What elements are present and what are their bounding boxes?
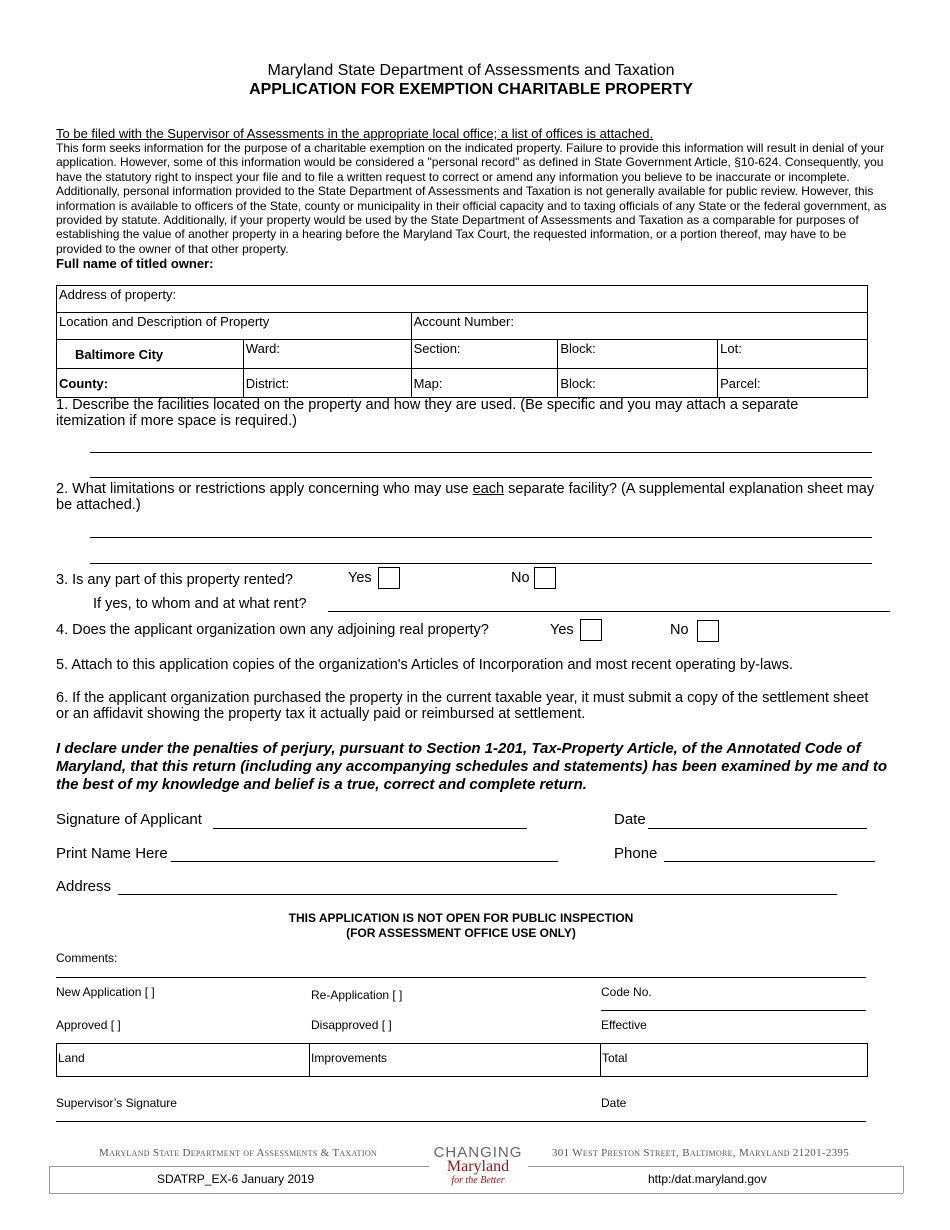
logo-for-the-better: for the Better (451, 1175, 505, 1186)
lot-field[interactable] (718, 340, 868, 369)
q2-answer-line-1[interactable] (90, 537, 872, 538)
parcel-label: Parcel: (720, 375, 761, 391)
q4-yes-checkbox[interactable] (580, 619, 602, 641)
form-id: SDATRP_EX-6 January 2019 (157, 1172, 315, 1186)
q3-yes-checkbox[interactable] (378, 567, 400, 589)
q4-no-label: No (670, 622, 689, 638)
q3-rent-answer-line[interactable] (328, 611, 890, 612)
location-description-field[interactable] (57, 313, 412, 340)
total-field[interactable]: Total (602, 1051, 628, 1065)
account-number-label: Account Number: (413, 314, 514, 329)
district-label: District: (245, 375, 290, 391)
office-use-only-notice: (FOR ASSESSMENT OFFICE USE ONLY) (346, 926, 576, 940)
question-3: 3. Is any part of this property rented? (56, 572, 293, 588)
question-1: 1. Describe the facilities located on the property and how they are used. (Be specific and you may attach a separate itemization if more space is required.) (56, 397, 799, 429)
improvements-field[interactable]: Improvements (311, 1051, 388, 1065)
question-2 (56, 481, 876, 513)
agency-heading: Maryland State Department of Assessments and Taxation (267, 62, 675, 79)
q3-yes-label: Yes (348, 570, 372, 586)
changing-maryland-logo (428, 1146, 528, 1188)
footer-rule-vleft (49, 1166, 50, 1193)
valuation-divider-1 (309, 1043, 310, 1077)
phone-label: Phone (614, 845, 658, 862)
block2-label: Block: (560, 375, 596, 391)
property-info-table (56, 285, 868, 398)
footer-rule-right (528, 1166, 903, 1167)
block-field[interactable] (558, 340, 718, 369)
effective-label: Effective (601, 1018, 647, 1032)
q4-yes-label: Yes (550, 622, 574, 638)
comments-label: Comments: (56, 951, 118, 965)
phone-line[interactable] (664, 861, 875, 862)
owner-name-label: Full name of titled owner: (56, 256, 214, 271)
location-description-label: Location and Description of Property (59, 314, 270, 329)
print-name-label: Print Name Here (56, 845, 168, 862)
form-title: APPLICATION FOR EXEMPTION CHARITABLE PROPERTY (249, 81, 693, 98)
footer-rule-bottom (49, 1193, 903, 1194)
footer-rule-vright (903, 1166, 904, 1193)
block2-field[interactable] (558, 369, 718, 398)
date-line[interactable] (648, 828, 867, 829)
disapproved-option[interactable]: Disapproved [ ] (311, 1018, 392, 1032)
q3-followup: If yes, to whom and at what rent? (93, 596, 307, 612)
q4-no-checkbox[interactable] (697, 620, 719, 642)
section-field[interactable] (411, 340, 558, 369)
q2-emphasis: each (472, 481, 505, 497)
valuation-box (56, 1043, 868, 1077)
q2-answer-line-2[interactable] (90, 563, 872, 564)
supervisor-date-label: Date (601, 1096, 627, 1110)
footer-url[interactable]: http:/dat.maryland.gov (648, 1172, 767, 1186)
map-field[interactable] (411, 369, 558, 398)
q3-no-label: No (511, 570, 530, 586)
public-inspection-notice: THIS APPLICATION IS NOT OPEN FOR PUBLIC INSPECTION (288, 911, 634, 925)
ward-field[interactable] (243, 340, 411, 369)
code-no-line[interactable] (601, 1010, 866, 1011)
footer-rule-left (49, 1166, 429, 1167)
q2-text-end: separate facility? (A supplemental explanation sheet may be attached.) (56, 481, 875, 513)
address-label: Address (56, 878, 112, 895)
property-address-label: Address of property: (59, 287, 177, 302)
question-6: 6. If the applicant organization purchased the property in the current taxable year, it must submit a copy of the settlement sheet or an affidavit showing the property tax it actually paid or reimbursed at settlement. (56, 690, 869, 722)
valuation-divider-2 (600, 1043, 601, 1077)
print-name-line[interactable] (171, 861, 558, 862)
ward-label: Ward: (245, 341, 280, 356)
signature-label: Signature of Applicant (56, 811, 202, 828)
q1-answer-line-1[interactable] (90, 452, 872, 453)
address-line[interactable] (118, 894, 837, 895)
logo-maryland: Maryland (446, 1158, 510, 1175)
signature-line[interactable] (213, 828, 527, 829)
filing-instructions: To be filed with the Supervisor of Assessments in the appropriate local office; a list of offices is attached. (56, 126, 654, 141)
footer-agency: Maryland State Department of Assessments & Taxation (99, 1147, 377, 1159)
district-field[interactable] (243, 369, 411, 398)
property-address-field[interactable] (57, 286, 868, 313)
section-label: Section: (413, 341, 461, 356)
supervisor-signature-line[interactable] (56, 1121, 866, 1122)
comments-line[interactable] (56, 977, 866, 978)
supervisor-signature-label: Supervisor’s Signature (56, 1096, 177, 1110)
new-application-option[interactable]: New Application [ ] (56, 985, 155, 999)
parcel-field[interactable] (718, 369, 868, 398)
re-application-option[interactable]: Re-Application [ ] (311, 988, 403, 1002)
q3-no-checkbox[interactable] (534, 567, 556, 589)
account-number-field[interactable] (411, 313, 867, 340)
logo-changing: CHANGING (433, 1144, 523, 1161)
footer-address: 301 West Preston Street, Baltimore, Maryland 21201-2395 (552, 1147, 850, 1159)
approved-option[interactable]: Approved [ ] (56, 1018, 121, 1032)
date-label: Date (614, 811, 646, 828)
code-no-label: Code No. (601, 985, 652, 999)
baltimore-city-label: Baltimore City (57, 340, 244, 369)
question-4: 4. Does the applicant organization own any adjoining real property? (56, 622, 489, 638)
perjury-declaration: I declare under the penalties of perjury, pursuant to Section 1-201, Tax-Property Article, of the Annotated Code of Maryland, that this return (including any accompanying schedules and statements) has been examined by me and to the best of my knowledge and belief is a true, correct and complete return. (56, 740, 888, 793)
q1-answer-line-2[interactable] (90, 477, 872, 478)
map-label: Map: (413, 375, 443, 391)
q2-text-start: 2. What limitations or restrictions apply concerning who may use (56, 481, 473, 497)
privacy-notice: This form seeks information for the purpose of a charitable exemption on the indicated property. Failure to provide this information will result in denial of your application. However, some of this information would be considered a "personal record" as defined in State Government Article, §10-624. Consequently, you have the statutory right to inspect your file and to file a written request to correct or amend any information you believe to be inaccurate or incomplete. Additionally, personal information provided to the State Department of Assessments and Taxation is not generally available for public review. However, this information is available to officers of the State, county or municipality in their official capacity and to taxing officials of any State or the federal government, as provided by statute. Additionally, if your property would be used by the State Department of Assessments and Taxation as a comparable for purposes of establishing the value of another property in a hearing before the Maryland Tax Court, the requested information, or a portion thereof, may have to be provided to the owner of that other property. (56, 141, 887, 256)
land-field[interactable]: Land (58, 1051, 85, 1065)
lot-label: Lot: (720, 341, 742, 356)
question-5: 5. Attach to this application copies of the organization's Articles of Incorporation and most recent operating by-laws. (56, 657, 794, 673)
county-label: County: (57, 369, 244, 398)
block-label: Block: (560, 341, 596, 356)
